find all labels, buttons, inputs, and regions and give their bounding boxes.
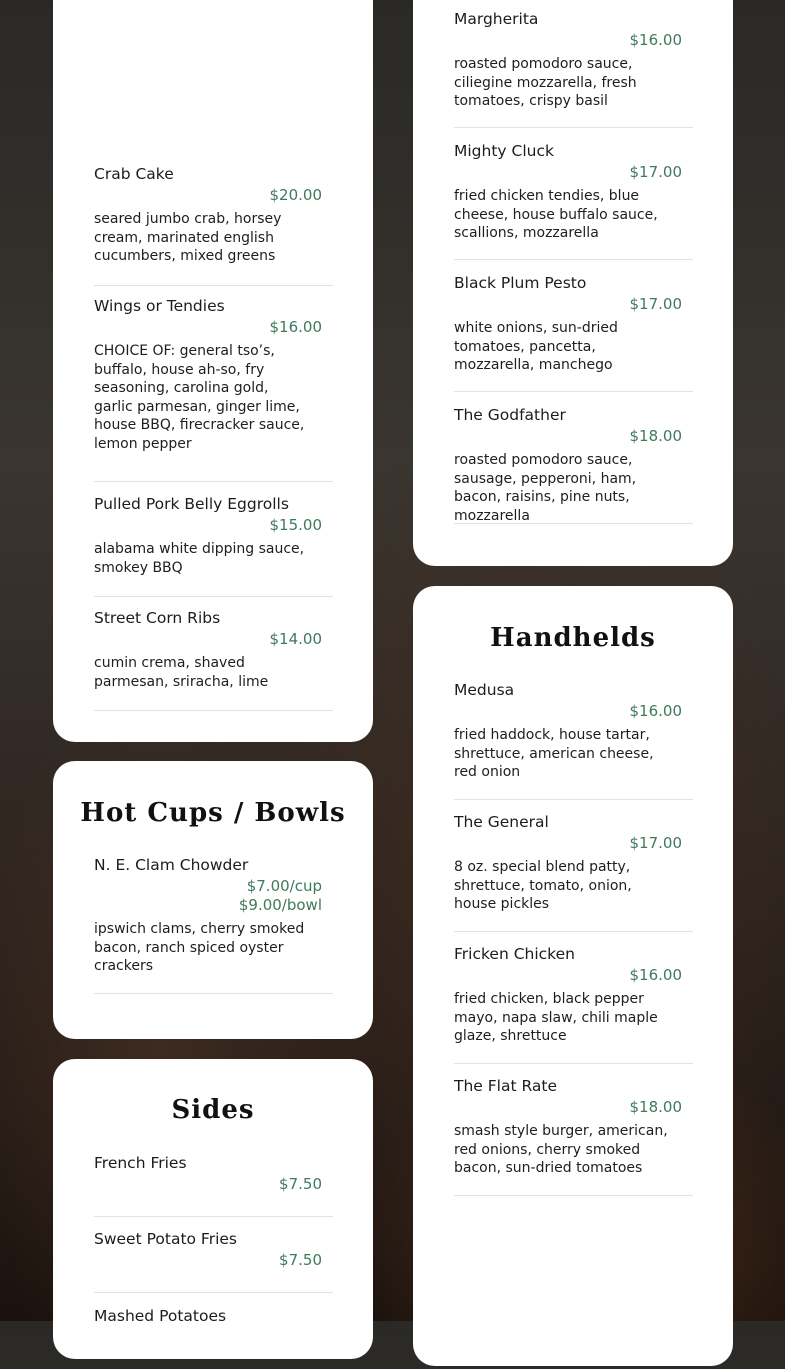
- item-description: roasted pomodoro sauce, ciliegine mozzarella, fresh tomatoes, crispy basil: [454, 56, 637, 109]
- section-title: Hot Cups / Bowls: [80, 798, 346, 828]
- item-name: Medusa: [454, 681, 515, 699]
- item-description: ipswich clams, cherry smoked bacon, ranch spiced oyster crackers: [94, 921, 305, 974]
- appetizers-list: [94, 164, 333, 711]
- item-price: $17.00: [629, 295, 682, 313]
- item-price: $18.00: [629, 427, 682, 445]
- menu-item: [454, 1076, 693, 1196]
- item-description: fried haddock, house tartar, shrettuce, american cheese, red onion: [454, 727, 654, 780]
- item-name: Mashed Potatoes: [94, 1307, 227, 1325]
- menu-item: [454, 273, 693, 392]
- menu-item: [94, 296, 333, 482]
- menu-item: [94, 494, 333, 597]
- menu-item: [454, 680, 693, 800]
- item-name: Fricken Chicken: [454, 945, 575, 963]
- item-name: The Godfather: [454, 406, 566, 424]
- item-price: $17.00: [629, 163, 682, 181]
- menu-item: [94, 608, 333, 711]
- item-description: roasted pomodoro sauce, sausage, pepperoni, ham, bacon, raisins, pine nuts, mozzarella: [454, 452, 637, 524]
- item-description: white onions, sun-dried tomatoes, pancetta, mozzarella, manchego: [454, 320, 618, 373]
- menu-item: [454, 812, 693, 932]
- sides-list: [94, 1153, 333, 1369]
- item-price-bowl: $9.00/bowl: [238, 896, 322, 914]
- menu-item: [94, 1153, 333, 1217]
- item-name: Black Plum Pesto: [454, 274, 587, 292]
- menu-item: [94, 1306, 333, 1369]
- hot-cups-card: [53, 761, 373, 1039]
- item-name: Sweet Potato Fries: [94, 1230, 238, 1248]
- item-name: N. E. Clam Chowder: [94, 856, 249, 874]
- item-description: 8 oz. special blend patty, shrettuce, tomato, onion, house pickles: [454, 859, 632, 912]
- item-name: Wings or Tendies: [94, 297, 225, 315]
- item-price: $16.00: [629, 702, 682, 720]
- item-price: $15.00: [269, 516, 322, 534]
- menu-item: [454, 405, 693, 524]
- handhelds-card: [413, 586, 733, 1366]
- item-name: Pulled Pork Belly Eggrolls: [94, 495, 289, 513]
- menu-item: [454, 944, 693, 1064]
- item-description: fried chicken, black pepper mayo, napa slaw, chili maple glaze, shrettuce: [454, 991, 658, 1044]
- menu-item: [94, 855, 333, 994]
- item-price: $7.50: [279, 1251, 322, 1269]
- section-title: Handhelds: [490, 623, 656, 653]
- pizzas-card: [413, 0, 733, 566]
- pizzas-list: [454, 9, 693, 524]
- item-description: CHOICE OF: general tso’s, buffalo, house ah-so, fry seasoning, carolina gold, garlic parmesan, ginger lime, house BBQ, firecracker sauce, lemon pepper: [94, 343, 305, 452]
- item-name: Margherita: [454, 10, 539, 28]
- item-name: The Flat Rate: [454, 1077, 558, 1095]
- menu-item: [454, 141, 693, 260]
- item-name: Mighty Cluck: [454, 142, 554, 160]
- item-price: $18.00: [629, 1098, 682, 1116]
- item-description: alabama white dipping sauce, smokey BBQ: [94, 541, 305, 576]
- item-price: $14.00: [269, 630, 322, 648]
- appetizers-card: [53, 0, 373, 742]
- item-name: French Fries: [94, 1154, 187, 1172]
- item-price: $7.50: [279, 1175, 322, 1193]
- handhelds-list: [454, 680, 693, 1196]
- item-description: fried chicken tendies, blue cheese, house buffalo sauce, scallions, mozzarella: [454, 188, 658, 241]
- item-name: Crab Cake: [94, 165, 174, 183]
- item-description: smash style burger, american, red onions, cherry smoked bacon, sun-dried tomatoes: [454, 1123, 668, 1176]
- item-price: $16.00: [269, 318, 322, 336]
- menu-item: [454, 9, 693, 128]
- item-description: cumin crema, shaved parmesan, sriracha, lime: [94, 655, 269, 690]
- menu-item: [94, 1229, 333, 1293]
- item-description: seared jumbo crab, horsey cream, marinated english cucumbers, mixed greens: [94, 211, 282, 264]
- item-price: $17.00: [629, 834, 682, 852]
- hot-cups-list: [94, 855, 333, 994]
- item-name: Street Corn Ribs: [94, 609, 221, 627]
- sides-card: [53, 1059, 373, 1359]
- section-title: Sides: [171, 1095, 255, 1125]
- menu-item: [94, 164, 333, 286]
- item-price-cup: $7.00/cup: [246, 877, 322, 895]
- item-price: $16.00: [629, 966, 682, 984]
- item-price: $16.00: [629, 31, 682, 49]
- item-name: The General: [454, 813, 549, 831]
- item-price: $20.00: [269, 186, 322, 204]
